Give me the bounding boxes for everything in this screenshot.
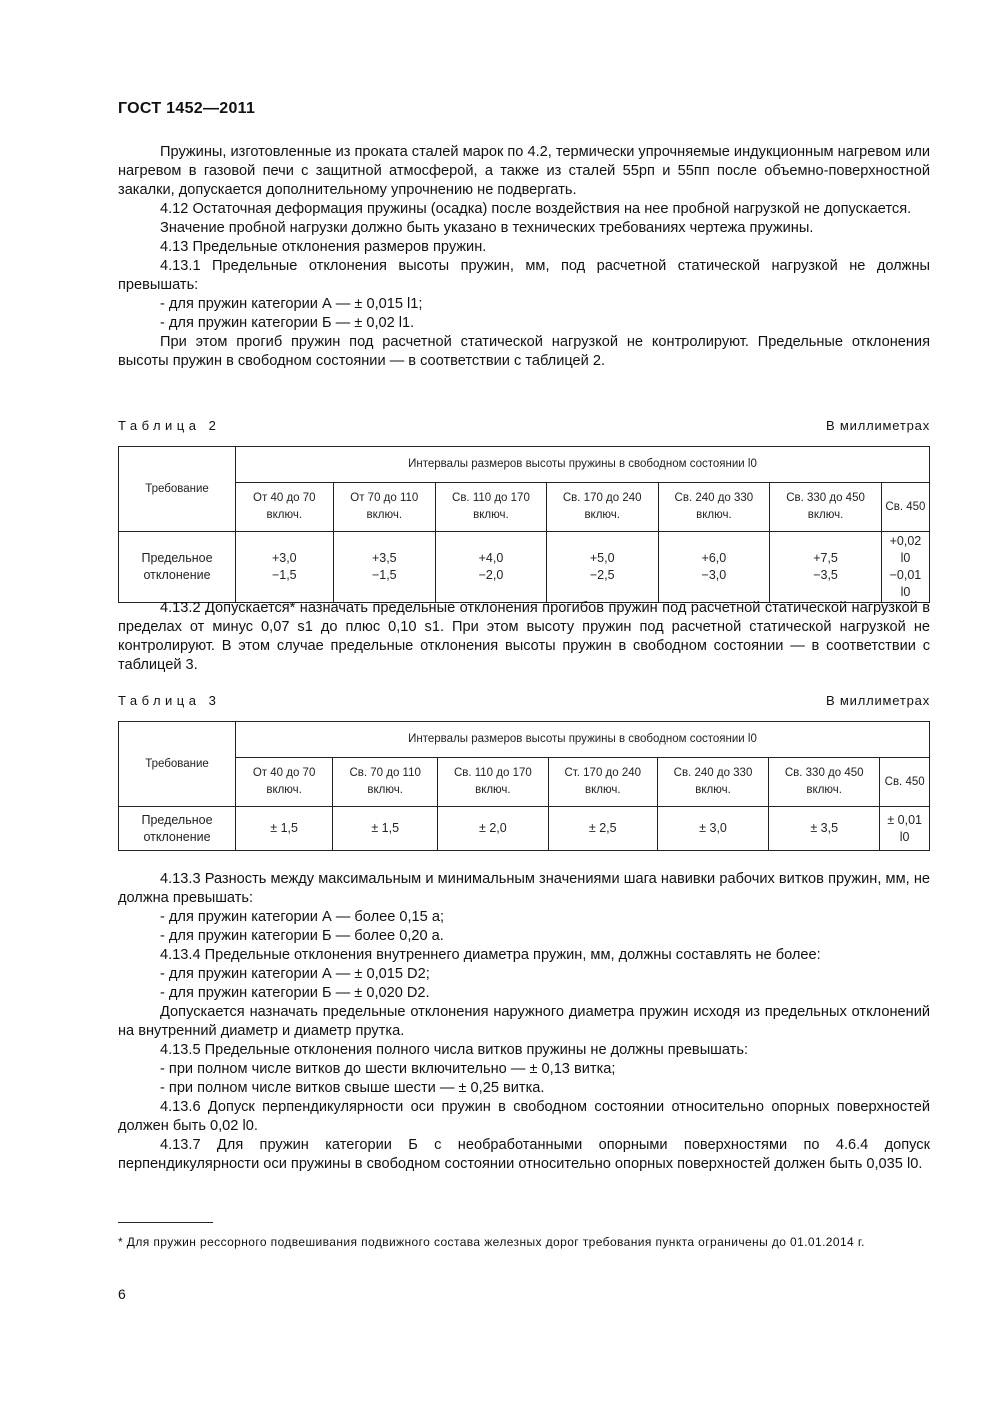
list-item: - для пружин категории А — ± 0,015 D2;: [160, 966, 430, 982]
table-3-name: Таблица 3: [118, 693, 221, 708]
table-column-header: Св. 240 до 330 включ.: [657, 758, 768, 807]
paragraph-4-13-6: 4.13.6 Допуск перпендикулярности оси пружин в свободном состоянии относительно опорных поверхностей должен быть 0,02 l0.: [118, 1099, 930, 1134]
table-column-header: Св. 170 до 240 включ.: [546, 483, 658, 532]
paragraph-4-13-3: 4.13.3 Разность между максимальным и минимальным значениями шага навивки рабочих витков пружин, мм, не должна превышать:: [118, 871, 930, 906]
text-block-top: [118, 143, 930, 371]
paragraph-4-13-2: 4.13.2 Допускается* назначать предельные отклонения прогибов пружин под расчетной статической нагрузкой в пределах от минус 0,07 s1 до плюс 0,10 s1. При этом высоту пружин под расчетной статической нагрузкой не контролируют. В этом случае предельные отклонения высоты пружин в свободном состоянии — в соответствии с таблицей 3.: [118, 600, 930, 673]
table-header-requirement: Требование: [119, 447, 236, 532]
table-column-header: Св. 70 до 110 включ.: [333, 758, 438, 807]
table-row-label: Предельное отклонение: [119, 532, 236, 603]
table-column-header: Св. 450: [880, 758, 930, 807]
paragraph: Пружины, изготовленные из проката сталей марок по 4.2, термически упрочняемые индукционным нагревом или нагревом в газовой печи с защитной атмосферой, а также из сталей 55рп и 55пп после объемно-поверхностной закалки, допускается дополнительному упрочнению не подвергать.: [118, 144, 930, 198]
table-column-header: Св. 330 до 450 включ.: [769, 758, 880, 807]
table-group-header: Интервалы размеров высоты пружины в свободном состоянии l0: [236, 447, 930, 483]
table-column-header: Св. 240 до 330 включ.: [658, 483, 770, 532]
paragraph-4-13-1: 4.13.1 Предельные отклонения высоты пружин, мм, под расчетной статической нагрузкой не должны превышать:: [118, 258, 930, 293]
paragraph-4-13-4: 4.13.4 Предельные отклонения внутреннего диаметра пружин, мм, должны составлять не более:: [160, 947, 821, 963]
table-cell: ± 2,5: [548, 807, 657, 851]
list-item: - при полном числе витков до шести включительно — ± 0,13 витка;: [160, 1061, 616, 1077]
table-2-name: Таблица 2: [118, 418, 221, 433]
table-cell: +5,0 −2,5: [546, 532, 658, 603]
paragraph-4-13: 4.13 Предельные отклонения размеров пружин.: [160, 239, 487, 255]
paragraph-4-12: 4.12 Остаточная деформация пружины (осадка) после воздействия на нее пробной нагрузкой не допускается.: [160, 201, 912, 217]
table-row-label: Предельное отклонение: [119, 807, 236, 851]
table-column-header: Св. 330 до 450 включ.: [770, 483, 882, 532]
list-item: - для пружин категории Б — более 0,20 a.: [160, 928, 444, 944]
table-cell: ± 0,01 l0: [880, 807, 930, 851]
table-cell: ± 3,5: [769, 807, 880, 851]
paragraph: При этом прогиб пружин под расчетной статической нагрузкой не контролируют. Предельные отклонения высоты пружин в свободном состоянии — в соответствии с таблицей 2.: [118, 334, 930, 369]
table-cell: +4,0 −2,0: [435, 532, 546, 603]
table-cell: ± 1,5: [236, 807, 333, 851]
list-item: - для пружин категории Б — ± 0,020 D2.: [160, 985, 430, 1001]
table-column-header: Ст. 170 до 240 включ.: [548, 758, 657, 807]
list-item: - для пружин категории Б — ± 0,02 l1.: [160, 315, 415, 331]
footnote-separator: [118, 1222, 213, 1223]
paragraph: Допускается назначать предельные отклонения наружного диаметра пружин исходя из предельных отклонений на внутренний диаметр и диаметр прутка.: [118, 1004, 930, 1039]
table-cell: +0,02 l0 −0,01 l0: [881, 532, 929, 603]
paragraph-4-13-5: 4.13.5 Предельные отклонения полного числа витков пружины не должны превышать:: [160, 1042, 749, 1058]
table-column-header: От 40 до 70 включ.: [236, 483, 334, 532]
table-group-header: Интервалы размеров высоты пружины в свободном состоянии l0: [236, 722, 930, 758]
table-2: [118, 446, 930, 603]
table-cell: +3,0 −1,5: [236, 532, 334, 603]
table-2-units: В миллиметрах: [826, 418, 930, 433]
table-column-header: Св. 450: [881, 483, 929, 532]
table-header-requirement: Требование: [119, 722, 236, 807]
table-3-caption: [118, 693, 930, 708]
table-cell: +7,5 −3,5: [770, 532, 882, 603]
table-cell: ± 2,0: [438, 807, 548, 851]
text-block-mid: [118, 599, 930, 675]
table-3: [118, 721, 930, 851]
paragraph: Значение пробной нагрузки должно быть указано в технических требованиях чертежа пружины.: [160, 220, 814, 236]
table-column-header: От 70 до 110 включ.: [333, 483, 435, 532]
list-item: - при полном числе витков свыше шести — ± 0,25 витка.: [160, 1080, 545, 1096]
table-column-header: Св. 110 до 170 включ.: [435, 483, 546, 532]
table-3-units: В миллиметрах: [826, 693, 930, 708]
list-item: - для пружин категории А — ± 0,015 l1;: [160, 296, 423, 312]
text-block-bottom: [118, 870, 930, 1174]
table-cell: +3,5 −1,5: [333, 532, 435, 603]
footnote: * Для пружин рессорного подвешивания подвижного состава железных дорог требования пункта ограничены до 01.01.2014 г.: [118, 1235, 865, 1249]
page-number: 6: [118, 1286, 126, 1302]
table-2-caption: [118, 418, 930, 433]
list-item: - для пружин категории А — более 0,15 a;: [160, 909, 445, 925]
paragraph-4-13-7: 4.13.7 Для пружин категории Б с необработанными опорными поверхностями по 4.6.4 допуск перпендикулярности оси пружины в свободном состоянии относительно опорных поверхностей должен быть 0,035 l0.: [118, 1137, 930, 1172]
table-cell: ± 1,5: [333, 807, 438, 851]
table-column-header: Св. 110 до 170 включ.: [438, 758, 548, 807]
document-header: ГОСТ 1452—2011: [118, 100, 256, 117]
table-column-header: От 40 до 70 включ.: [236, 758, 333, 807]
table-cell: +6,0 −3,0: [658, 532, 770, 603]
table-cell: ± 3,0: [657, 807, 768, 851]
